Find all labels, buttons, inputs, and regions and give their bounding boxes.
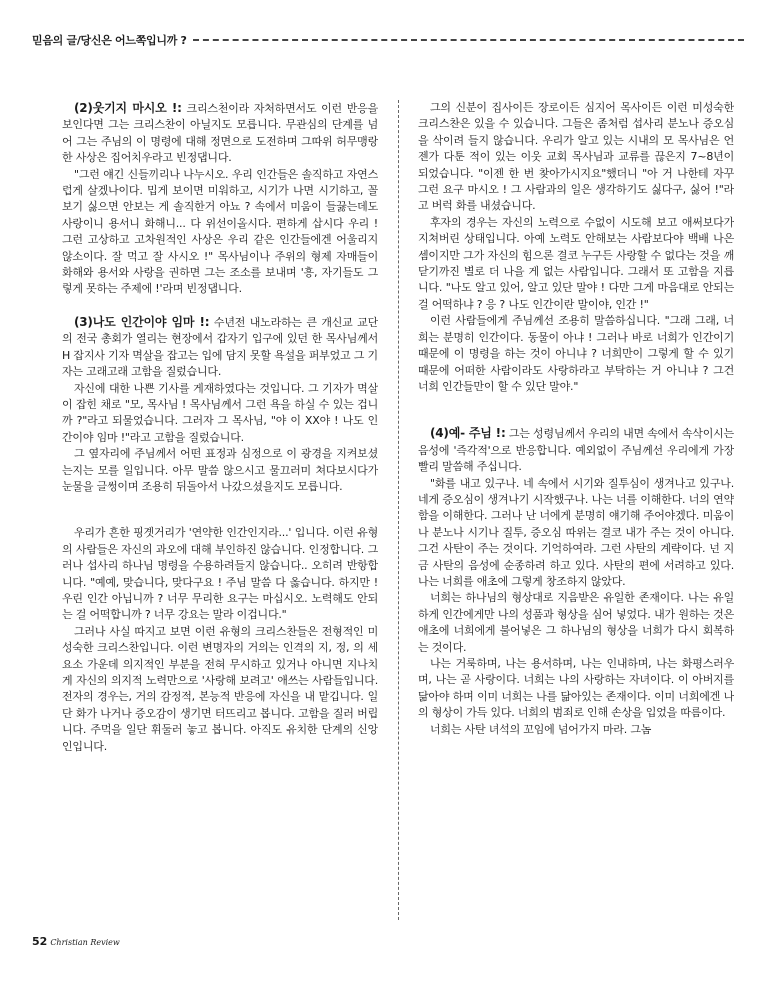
section-3-reflection: 그 옆자리에 주님께서 어떤 표정과 심정으로 이 광경을 지켜보셨는지는 모를 일입니다. 아무 말씀 않으시고 물끄러미 쳐다보시다가 눈물을 글썽이며 조용히 뒤돌아서 나갔으셨을지도 모릅니다. xyxy=(62,447,378,493)
section-3-text: 수년전 내노라하는 큰 개신교 교단의 전국 총회가 열리는 현장에서 갑자기 입구에 있던 한 목사님께서 H 잡지사 기자 멱살을 잡고는 입에 담지 못할 욕설을 퍼부었고 그 기자는 고래고래 고함을 질렀습니다. xyxy=(62,315,378,379)
section-2-heading: (2)웃기지 마시오 !: xyxy=(74,101,182,115)
section-4-paragraph xyxy=(418,425,734,475)
right-column xyxy=(418,100,734,930)
section-3-heading: (3)나도 인간이야 임마 !: xyxy=(74,314,210,329)
running-header xyxy=(32,30,744,50)
immature-christian-paragraph: 그러나 사실 따지고 보면 이런 유형의 크리스찬들은 전형적인 미성숙한 크리스찬입니다. 이런 변명자의 거의는 인격의 지, 정, 의 세 요소 가운데 의지적인 부분을 전혀 무시하고 있거나 아니면 지나치게 자신의 의지적 노력만으로 '사랑해 보려고' 애쓰는 사람들입니다. 전자의 경우는, 거의 감정적, 본능적 반응에 자신을 내 맡깁니다. 일단 화가 나거나 증오감이 생기면 터뜨리고 봅니다. 고함을 질러 버립니다. 주먹을 일단 휘둘러 놓고 봅니다. 아직도 유치한 단계의 신앙인입니다. xyxy=(62,624,378,753)
left-column xyxy=(62,100,378,930)
section-4-heading: (4)예- 주님 !: xyxy=(430,426,506,441)
section-2-text: 크리스천이라 자처하면서도 이런 반응을 보인다면 그는 크리스찬이 아닐지도 모릅니다. 무관심의 단계를 넘어 그는 주님의 이 명령에 대해 정면으로 도전하며 그따위 허무맹랑한 사상은 집어치우라고 빈정댑니다. xyxy=(62,102,378,165)
column-divider xyxy=(398,100,399,920)
header-rule xyxy=(193,39,744,41)
lord-speaks-paragraph: 이런 사람들에게 주님께선 조용히 말씀하십니다. "그래 그래, 너희는 분명히 인간이다. 동물이 아냐 ! 그러나 바로 너희가 인간이기 때문에 이 명령을 하는 것이 아니냐 ? 너희만이 그렇게 할 수 있기 때문에 어떠한 사람이라도 사랑하라고 부탁하는 거 아니냐 ? 그건 너희 인간들만이 할 수 있단 말야." xyxy=(418,314,734,393)
header-title: 믿음의 글/당신은 어느쪽입니까 ? xyxy=(32,34,187,47)
pastor-example-paragraph: 그의 신분이 집사이든 장로이든 심지어 목사이든 이런 미성숙한 크리스찬은 있을 수 있습니다. 그들은 좀처럼 섭사리 분노나 증오심을 삭이려 들지 않습니다. 우리가 알고 있는 시내의 모 목사님은 언젠가 다툰 적이 있는 이웃 교회 목사님과 교류를 끊은지 7~8년이 되었습니다. "이젠 한 번 찾아가시지요"했더니 "아 거 나한테 자꾸 그런 요구 마시오 ! 그 사람과의 일은 생각하기도 싫다구, 싫어 !"라고 버럭 화를 내셨습니다. xyxy=(418,101,734,213)
section-3-paragraph xyxy=(62,314,378,381)
section-2-quote: "그런 얘긴 신들끼리나 나누시오. 우리 인간들은 솔직하고 자연스럽게 살겠나이다. 밉게 보이면 미워하고, 시기가 나면 시기하고, 꼴보기 싫으면 안보는 게 솔직한거 아뇨 ? 속에서 미움이 들끓는데도 사랑이니 용서니 화해니... 다 위선이올시다. 편하게 삽시다 우리 ! 그런 고상하고 고차원적인 사상은 우리 같은 인간들에겐 어울리지 않소이다. 잘 먹고 잘 사시오 !" 목사님이나 주위의 형제 자매들이 화해와 용서와 사랑을 권하면 그는 조소를 보내며 '흥, 자기들도 그렇게 못하는 주제에 !'라며 빈정댑니다. xyxy=(62,167,378,296)
magazine-name: Christian Review xyxy=(50,938,120,947)
latter-case-paragraph: 후자의 경우는 자신의 노력으로 수없이 시도해 보고 애써보다가 지쳐버린 상태입니다. 아예 노력도 안해보는 사람보다야 백배 나은 셈이지만 그가 자신의 힘으론 결코 누구든 사랑할 수 없다는 것을 깨닫기까진 별로 더 나을 게 없는 사람입니다. 그래서 또 고함을 지릅니다. "나도 알고 있어, 알고 있단 말야 ! 다만 그게 마음대로 안되는 걸 어떡하냐 ? 응 ? 나도 인간이란 말이야, 인간 !" xyxy=(418,215,734,311)
section-3-story: 자신에 대한 나쁜 기사를 게재하였다는 것입니다. 그 기자가 멱살이 잡힌 채로 "모, 목사님 ! 목사님께서 그런 욕을 하실 수 있는 겁니까 ?"라고 되물었습니다. 그러자 그 목사님, "야 이 XX야 ! 나도 인간이야 임마 !"라고 고함을 질렀습니다. xyxy=(62,381,378,444)
excuse-paragraph: 우리가 흔한 핑곗거리가 '연약한 인간인지라...' 입니다. 이런 유형의 사람들은 자신의 과오에 대해 부인하진 않습니다. 인정합니다. 그러나 섭사리 하나님 명령을 수용하려들지 않습니다.. 오히려 반항합니다. "예예, 맞습니다, 맞다구요 ! 주님 말씀 다 옳습니다. 하지만 ! 우린 인간 아닙니까 ? 너무 무리한 요구는 마십시오. 노력해도 안되는 걸 어떡합니까 ? 너무 강요는 말라 이겁니다." xyxy=(62,526,378,622)
section-4-text: 그는 성령님께서 우리의 내면 속에서 속삭이시는 음성에 '즉각적'으로 반응합니다. 예외없이 주님께선 우리에게 가장 빨리 말씀해 주십니다. xyxy=(418,427,734,474)
section-2-paragraph xyxy=(62,100,378,167)
holy-paragraph: 나는 거룩하며, 나는 용서하며, 나는 인내하며, 나는 화평스러우며, 나는 곧 사랑이다. 너희는 나의 사랑하는 자녀이다. 이 아버지를 닮아야 하며 이미 너희는 나를 닮아있는 존재이다. 이미 너희에겐 나의 형상이 가득 있다. 너희의 범죄로 인해 손상을 입었을 따름이다. xyxy=(418,657,734,720)
page-footer xyxy=(32,935,120,951)
image-of-god-paragraph: 너희는 하나님의 형상대로 지음받은 유일한 존재이다. 나는 유일하게 인간에게만 나의 성품과 형상을 심어 넣었다. 내가 원하는 것은 애초에 너희에게 불어넣은 그 하나님의 형상을 너희가 다시 회복하는 것이다. xyxy=(418,591,734,654)
satan-warning-paragraph: 너희는 사탄 녀석의 꼬임에 넘어가지 마라. 그놈 xyxy=(430,722,652,736)
section-4-quote: "화를 내고 있구나. 네 속에서 시기와 질투심이 생겨나고 있구나. 네게 증오심이 생겨나기 시작했구나. 나는 너를 이해한다. 너의 연약함을 이해한다. 그러나 난 너에게 분명히 얘기해 주어야겠다. 미움이나 분노나 시기나 질투, 증오심 따위는 결코 내가 주는 것이 아니다. 그건 사탄이 주는 것이다. 기억하여라. 그런 사탄의 계략이다. 넌 지금 사탄의 음성에 순종하려 하고 있다. 사탄의 편에 서려하고 있다. 나는 너희를 애초에 그렇게 창조하지 않았다. xyxy=(418,476,734,588)
page-number: 52 xyxy=(32,935,48,948)
